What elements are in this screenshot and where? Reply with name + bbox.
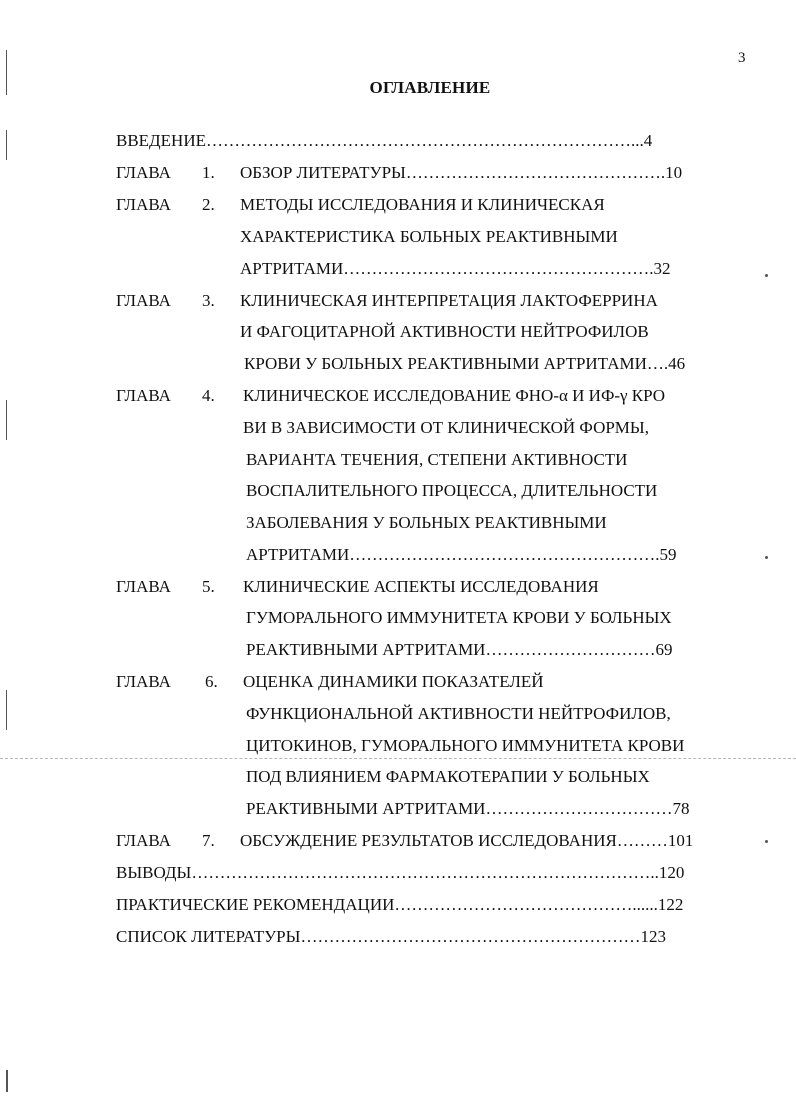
toc-chapter-number: 3. <box>202 291 215 310</box>
toc-chapter-title: ОБЗОР ЛИТЕРАТУРЫ <box>240 163 406 182</box>
toc-entry-chapter-1[interactable] <box>240 163 682 183</box>
toc-chapter-title: РЕАКТИВНЫМИ АРТРИТАМИ <box>246 640 486 659</box>
toc-chapter-number: 1. <box>202 163 215 182</box>
toc-leader-dots: ………………………………………………. <box>343 259 654 278</box>
toc-chapter-title: КРОВИ У БОЛЬНЫХ РЕАКТИВНЫМИ АРТРИТАМИ <box>244 354 647 373</box>
scan-artifact-dot <box>765 556 768 559</box>
toc-page-number: 122 <box>657 895 684 914</box>
toc-page-number: 46 <box>668 354 686 373</box>
toc-chapter-6-line-5[interactable] <box>246 799 689 819</box>
scan-artifact-dot <box>765 274 768 277</box>
scan-artifact-mark <box>6 50 7 95</box>
toc-leader-dots: ……………………………………...... <box>394 895 658 914</box>
toc-chapter-5-line-3[interactable] <box>246 640 672 660</box>
toc-chapter-6-line-3[interactable]: ЦИТОКИНОВ, ГУМОРАЛЬНОГО ИММУНИТЕТА КРОВИ <box>246 736 685 755</box>
toc-chapter-3-line-1[interactable]: КЛИНИЧЕСКАЯ ИНТЕРПРЕТАЦИЯ ЛАКТОФЕРРИНА <box>240 291 658 310</box>
toc-chapter-3-line-3[interactable] <box>244 354 685 374</box>
toc-chapter-3-line-2[interactable]: И ФАГОЦИТАРНОЙ АКТИВНОСТИ НЕЙТРОФИЛОВ <box>240 322 649 341</box>
toc-chapter-title: РЕАКТИВНЫМИ АРТРИТАМИ <box>246 799 486 818</box>
toc-chapter-number: 4. <box>202 386 215 405</box>
toc-leader-dots: …………………………………………………………………... <box>205 131 644 150</box>
toc-chapter-title: АРТРИТАМИ <box>240 259 344 278</box>
scan-artifact-line <box>0 758 796 759</box>
toc-chapter-2-line-3[interactable] <box>240 259 671 279</box>
toc-label: ВВЕДЕНИЕ <box>116 131 206 150</box>
toc-chapter-4-line-2[interactable]: ВИ В ЗАВИСИМОСТИ ОТ КЛИНИЧЕСКОЙ ФОРМЫ, <box>243 418 649 437</box>
toc-chapter-title: ОБСУЖДЕНИЕ РЕЗУЛЬТАТОВ ИССЛЕДОВАНИЯ <box>240 831 617 850</box>
scan-artifact-mark <box>6 1070 8 1092</box>
toc-chapter-4-line-6[interactable] <box>246 545 677 565</box>
toc-chapter-prefix: ГЛАВА <box>116 831 171 850</box>
page-number: 3 <box>738 50 746 66</box>
scan-artifact-mark <box>6 130 7 160</box>
toc-chapter-prefix: ГЛАВА <box>116 386 171 405</box>
toc-chapter-6-line-1[interactable]: ОЦЕНКА ДИНАМИКИ ПОКАЗАТЕЛЕЙ <box>243 672 544 691</box>
toc-label: СПИСОК ЛИТЕРАТУРЫ <box>116 927 301 946</box>
toc-label: ВЫВОДЫ <box>116 863 192 882</box>
toc-chapter-4-line-3[interactable]: ВАРИАНТА ТЕЧЕНИЯ, СТЕПЕНИ АКТИВНОСТИ <box>246 450 628 469</box>
toc-leader-dots: ……… <box>616 831 668 850</box>
toc-leader-dots: ……………………………………………………………………….. <box>191 863 659 882</box>
toc-chapter-6-line-4[interactable]: ПОД ВЛИЯНИЕМ ФАРМАКОТЕРАПИИ У БОЛЬНЫХ <box>246 767 650 786</box>
toc-chapter-5-line-1[interactable]: КЛИНИЧЕСКИЕ АСПЕКТЫ ИССЛЕДОВАНИЯ <box>243 577 599 596</box>
toc-leader-dots: ………………………………………………. <box>349 545 660 564</box>
toc-leader-dots: …………………………… <box>485 799 673 818</box>
scan-artifact-mark <box>6 690 7 730</box>
toc-chapter-2-line-2[interactable]: ХАРАКТЕРИСТИКА БОЛЬНЫХ РЕАКТИВНЫМИ <box>240 227 618 246</box>
toc-page-number: 59 <box>659 545 677 564</box>
toc-chapter-2-line-1[interactable]: МЕТОДЫ ИССЛЕДОВАНИЯ И КЛИНИЧЕСКАЯ <box>240 195 605 214</box>
toc-page-number: 69 <box>655 640 673 659</box>
toc-entry-conclusions[interactable] <box>116 863 684 883</box>
page-title: ОГЛАВЛЕНИЕ <box>369 78 491 97</box>
toc-leader-dots: …………………………………………………… <box>300 927 641 946</box>
toc-page-number: 101 <box>667 831 694 850</box>
toc-leader-dots: …. <box>646 354 669 373</box>
toc-chapter-prefix: ГЛАВА <box>116 577 171 596</box>
toc-page-number: 32 <box>653 259 671 278</box>
toc-leader-dots: ………………………… <box>485 640 656 659</box>
toc-page-number: 120 <box>658 863 685 882</box>
toc-chapter-prefix: ГЛАВА <box>116 195 171 214</box>
toc-page-number: 4 <box>643 131 653 150</box>
toc-chapter-4-line-5[interactable]: ЗАБОЛЕВАНИЯ У БОЛЬНЫХ РЕАКТИВНЫМИ <box>246 513 607 532</box>
scan-artifact-mark <box>6 400 7 440</box>
toc-page-number: 78 <box>672 799 690 818</box>
toc-chapter-title: АРТРИТАМИ <box>246 545 350 564</box>
toc-entry-references[interactable] <box>116 927 666 947</box>
toc-entry-recommendations[interactable] <box>116 895 683 915</box>
toc-entry-intro[interactable] <box>116 131 652 151</box>
toc-chapter-6-line-2[interactable]: ФУНКЦИОНАЛЬНОЙ АКТИВНОСТИ НЕЙТРОФИЛОВ, <box>246 704 671 723</box>
toc-chapter-prefix: ГЛАВА <box>116 163 171 182</box>
toc-leader-dots: ………………………………………. <box>405 163 666 182</box>
toc-chapter-5-line-2[interactable]: ГУМОРАЛЬНОГО ИММУНИТЕТА КРОВИ У БОЛЬНЫХ <box>246 608 672 627</box>
scan-artifact-dot <box>765 840 768 843</box>
toc-entry-chapter-7[interactable] <box>240 831 693 851</box>
toc-chapter-number: 7. <box>202 831 215 850</box>
toc-chapter-4-line-1[interactable]: КЛИНИЧЕСКОЕ ИССЛЕДОВАНИЕ ФНО-α И ИФ-γ КРО <box>243 386 666 405</box>
toc-page-number: 10 <box>665 163 683 182</box>
toc-chapter-number: 2. <box>202 195 215 214</box>
toc-chapter-number: 6. <box>205 672 218 691</box>
toc-chapter-4-line-4[interactable]: ВОСПАЛИТЕЛЬНОГО ПРОЦЕССА, ДЛИТЕЛЬНОСТИ <box>246 481 658 500</box>
toc-label: ПРАКТИЧЕСКИЕ РЕКОМЕНДАЦИИ <box>116 895 395 914</box>
toc-chapter-prefix: ГЛАВА <box>116 291 171 310</box>
toc-chapter-number: 5. <box>202 577 215 596</box>
toc-chapter-prefix: ГЛАВА <box>116 672 171 691</box>
toc-page-number: 123 <box>640 927 666 946</box>
